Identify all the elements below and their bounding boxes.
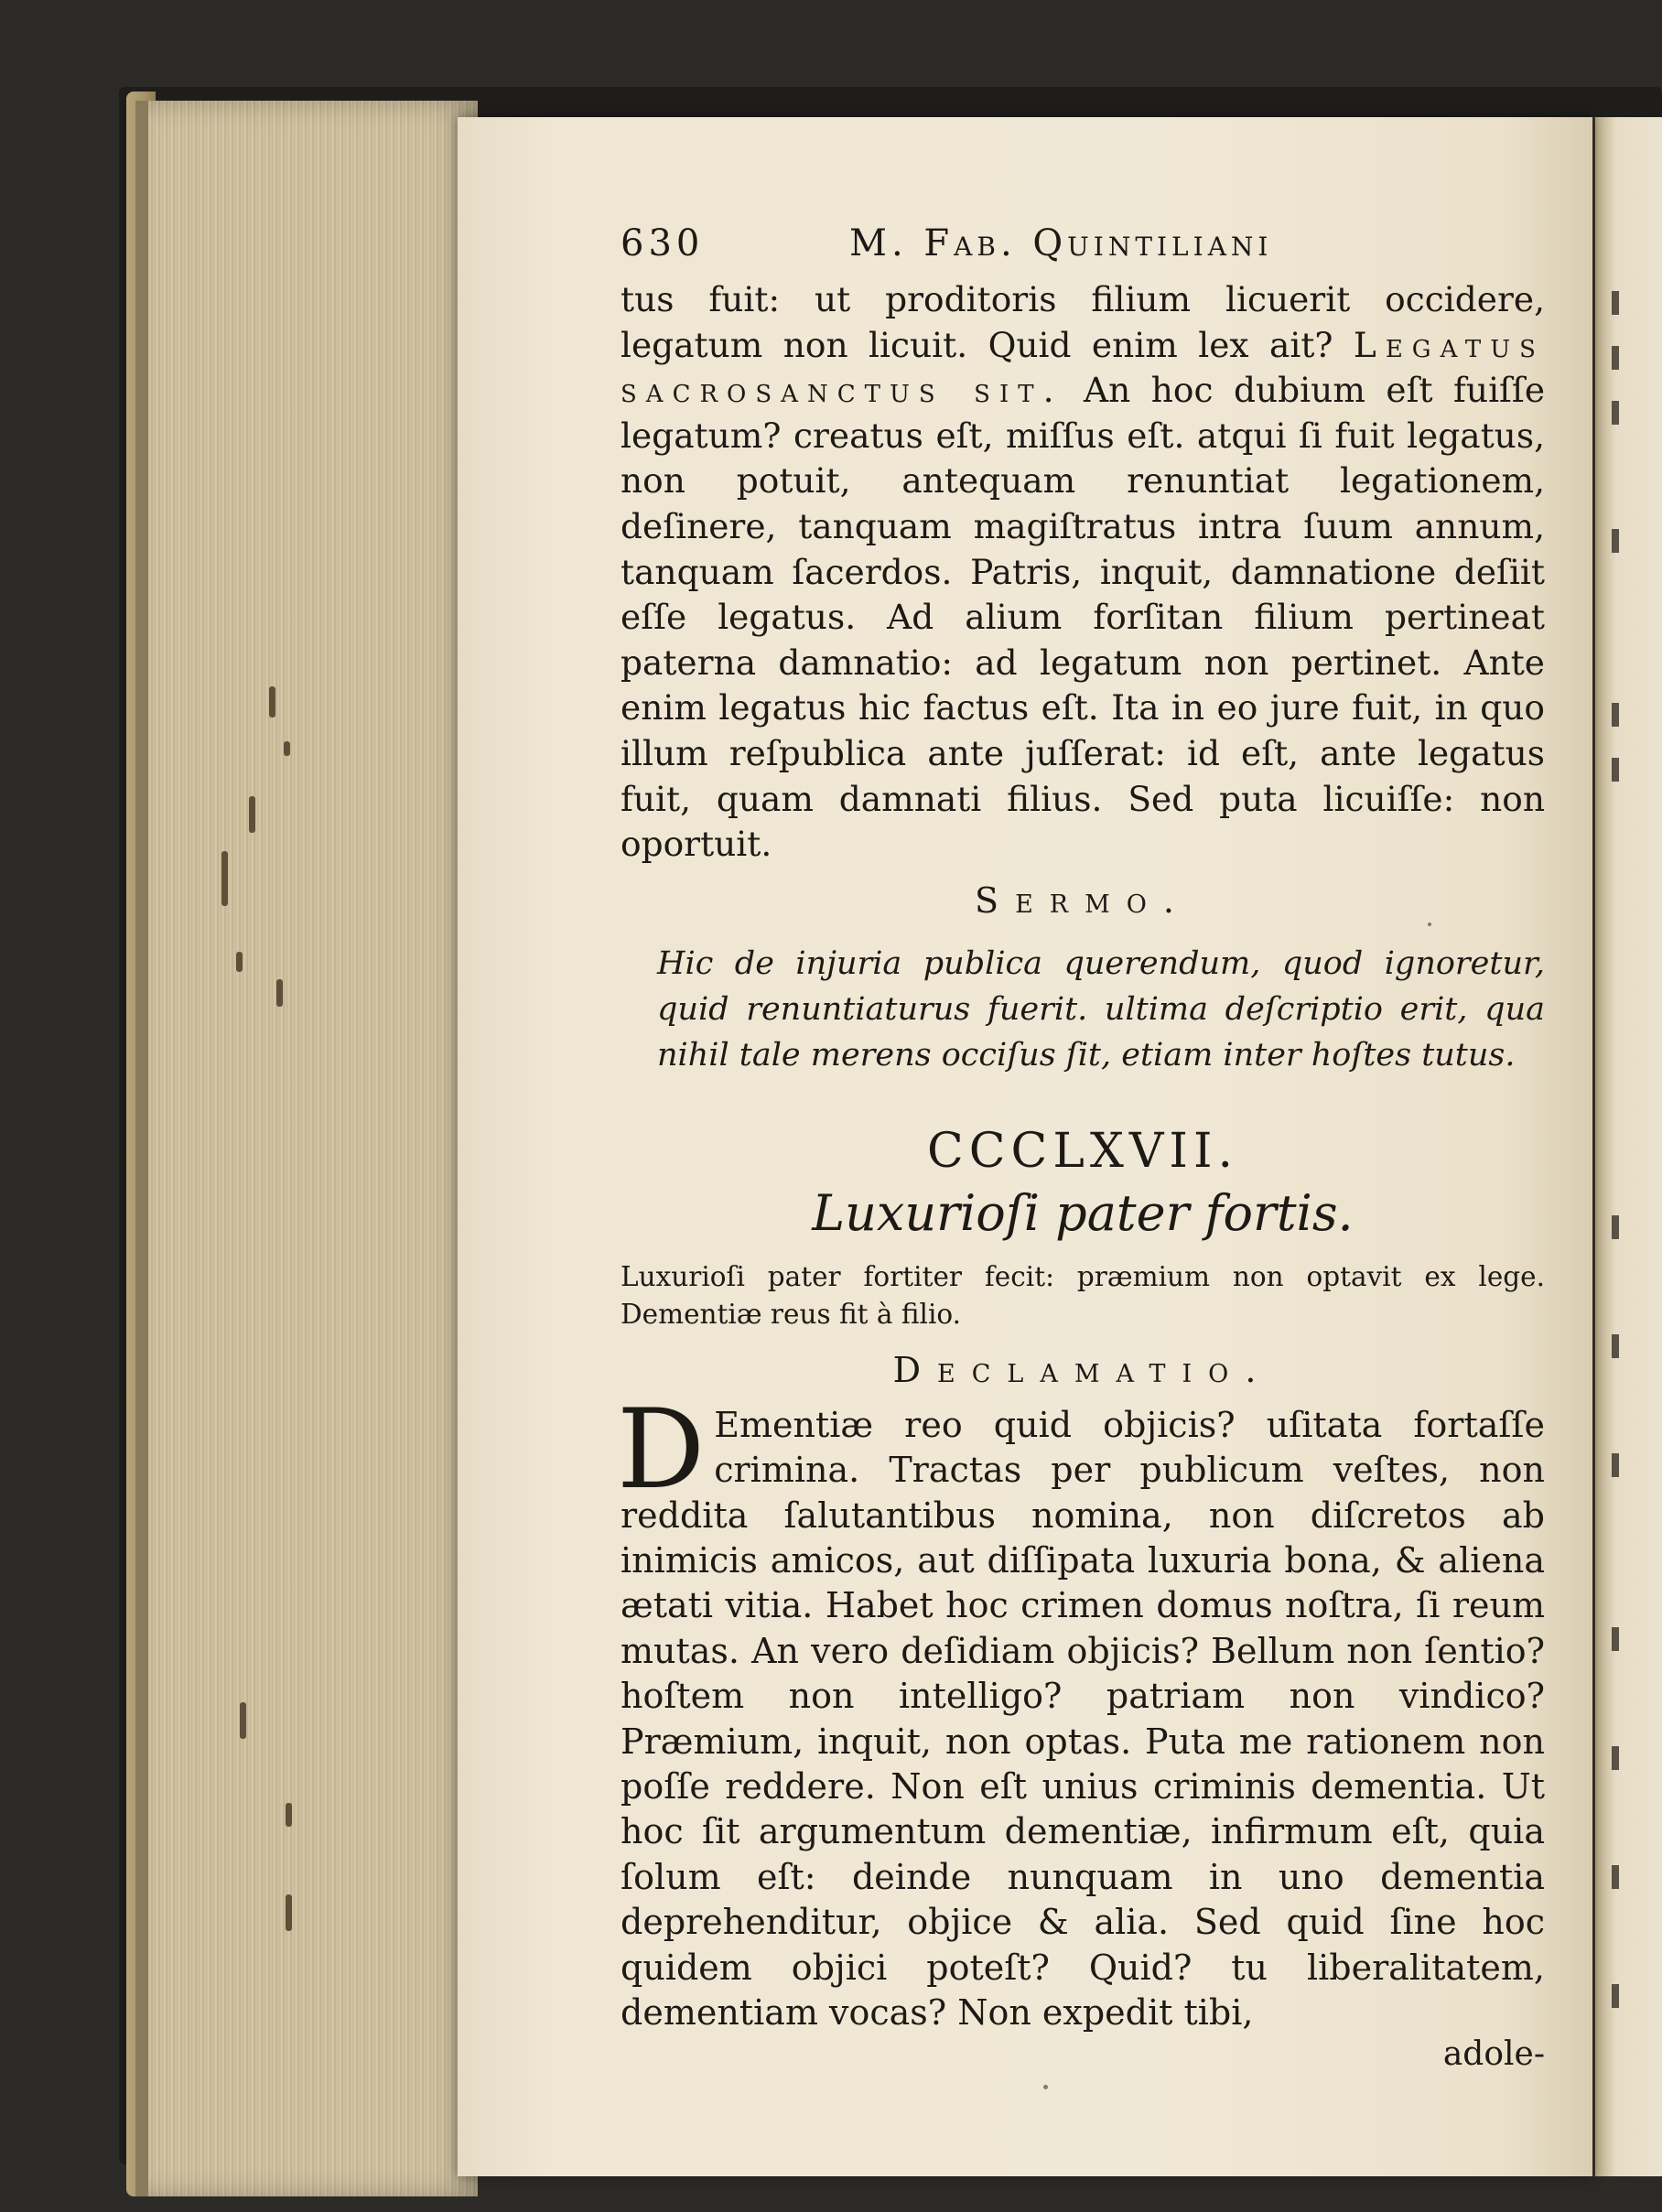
next-page-edge: [1592, 117, 1662, 2176]
next-page-text-fragment: [1612, 1746, 1619, 1770]
declamation-title: Luxurioſi pater fortis.: [812, 1183, 1354, 1242]
next-page-text-fragment: [1612, 1627, 1619, 1651]
foxing-spot: [269, 686, 275, 718]
paper-spot: [1043, 2085, 1048, 2089]
next-page-text-fragment: [1612, 1334, 1619, 1358]
foxing-spot: [286, 1894, 292, 1931]
sermo-text: Hic de injuria publica querendum, quod ignoretur, quid renuntiaturus fuerit. ultima deſcriptio erit, qua nihil tale merens occiſus ſit, etiam inter hoſtes tutus.: [657, 944, 1545, 1074]
page-text-block: [617, 222, 1546, 2081]
declamatio-text: Ementiæ reo quid objicis? uſitata fortaſſe crimina. Tractas per publicum veſtes, non reddita ſalutantibus nomina, non diſcretos ab inimicis amicos, aut diſſipata luxuria bona, & aliena ætati vitia. Habet hoc crimen domus noſtra, ſi reum mutas. An vero deſidiam objicis? Bellum non ſentio? hoſtem non intelligo? patriam non vindico? Præmium, inquit, non optas. Puta me rationem non poſſe reddere. Non eſt unius criminis dementia. Ut hoc ſit argumentum dementiæ, infirmum eſt, quia ſolum eſt: deinde nunquam in uno dementia deprehenditur, objice & alia. Sed quid ſine hoc quidem objici poteſt? Quid? tu liberalitatem, dementiam vocas? Non expedit tibi,: [621, 1404, 1545, 2033]
law-quote: Legatus sacrosanctus sit.: [621, 324, 1545, 411]
next-page-text-fragment: [1612, 1453, 1619, 1477]
declamatio-paragraph: [617, 1386, 1545, 2036]
sermo-heading: Sermo.: [975, 879, 1191, 921]
continuation-paragraph: [621, 277, 1545, 868]
paper-spot: [1428, 923, 1431, 926]
declamation-number: CCCLXVII.: [926, 1123, 1239, 1179]
foxing-spot: [284, 741, 290, 756]
catchword-row: [621, 2035, 1545, 2081]
book-page: [458, 117, 1592, 2176]
next-page-text-fragment: [1612, 291, 1619, 315]
foxing-spot: [236, 952, 243, 972]
next-page-text-fragment: [1612, 758, 1619, 782]
next-page-text-fragment: [1612, 1984, 1619, 2008]
continuation-text-before-law: tus fuit: ut proditoris filium licuerit occidere, legatum non licuit. Quid enim lex ait?: [621, 279, 1545, 365]
foxing-spot: [249, 796, 255, 833]
foxing-spot: [221, 851, 228, 906]
next-page-text-fragment: [1612, 346, 1619, 370]
foxing-spot: [286, 1803, 292, 1827]
drop-cap: D: [617, 1386, 706, 1514]
foxing-spot: [276, 979, 283, 1007]
declamation-argument: Luxurioſi pater fortiter fecit: præmium non optavit ex lege. Dementiæ reus fit à filio.: [621, 1260, 1545, 1330]
running-title: M. Fab. Quintiliani: [849, 222, 1273, 264]
page-number: 630: [621, 222, 705, 264]
next-page-text-fragment: [1612, 401, 1619, 425]
running-head: [621, 222, 1545, 277]
catchword: adole-: [1442, 2035, 1545, 2074]
continuation-text-after-law: An hoc dubium eſt fuiſſe legatum? creatus eſt, miſſus eſt. atqui ſi fuit legatus, non potuit, antequam renuntiat legationem, deſinere, tanquam magiſtratus intra ſuum annum, tanquam ſacerdos. Patris, inquit, damnatione deſiit eſſe legatus. Ad alium forſitan filium pertineat paterna damnatio: ad legatum non pertinet. Ante enim legatus hic factus eſt. Ita in eo jure fuit, in quo illum reſpublica ante juſſerat: id eſt, ante legatus fuit, quam damnati filius. Sed puta licuiſſe: non oportuit.: [621, 370, 1546, 865]
declamatio-heading: Declamatio.: [892, 1349, 1273, 1390]
next-page-text-fragment: [1612, 1865, 1619, 1889]
foxing-spot: [240, 1702, 246, 1739]
next-page-text-fragment: [1612, 703, 1619, 727]
next-page-text-fragment: [1612, 529, 1619, 553]
next-page-text-fragment: [1612, 1215, 1619, 1239]
page-edges: [135, 101, 478, 2196]
